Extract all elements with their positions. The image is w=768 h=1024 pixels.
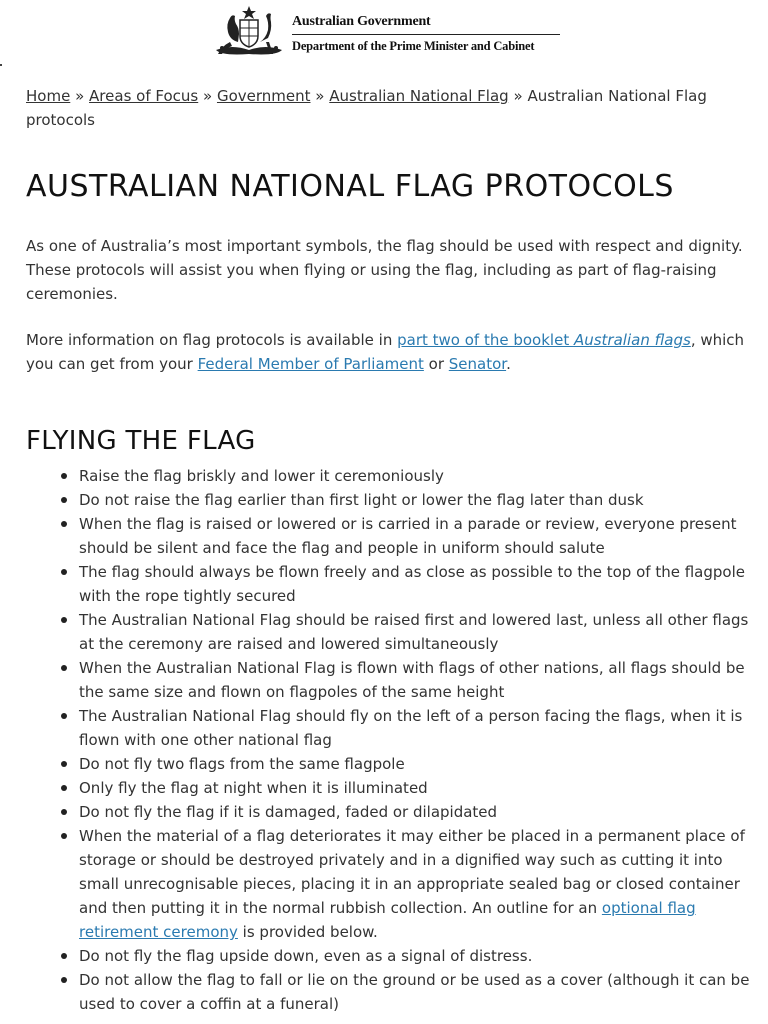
list-item: Do not fly the flag upside down, even as a signal of distress. <box>79 944 756 968</box>
government-name: Australian Government <box>292 14 560 35</box>
list-item: When the Australian National Flag is flown with flags of other nations, all flags should be the same size and flown on flagpoles of the same height <box>79 656 756 704</box>
breadcrumb-current: Australian National Flag protocols <box>26 87 707 129</box>
list-item: Do not allow the flag to fall or lie on the ground or be used as a cover (although it can be used to cover a coffin at a funeral) <box>79 968 756 1016</box>
booklet-link[interactable] <box>397 331 691 349</box>
list-item-text: is provided below. <box>237 923 378 941</box>
list-item: The flag should always be flown freely and as close as possible to the top of the flagpole with the rope tightly secured <box>79 560 756 608</box>
breadcrumb-separator: » <box>513 87 523 105</box>
intro-paragraph: As one of Australia’s most important symbols, the flag should be used with respect and dignity. These protocols will assist you when flying or using the flag, including as part of flag-raising ceremonies. <box>26 237 743 303</box>
list-item: The Australian National Flag should be raised first and lowered last, unless all other flags at the ceremony are raised and lowered simultaneously <box>79 608 756 656</box>
breadcrumb-separator: » <box>75 87 85 105</box>
breadcrumb-separator: » <box>315 87 325 105</box>
booklet-link-text: part two of the booklet <box>397 331 574 349</box>
senator-link[interactable]: Senator <box>448 355 507 373</box>
federal-member-link[interactable]: Federal Member of Parliament <box>197 355 424 373</box>
breadcrumb <box>26 84 756 132</box>
list-item: Do not raise the flag earlier than first light or lower the flag later than dusk <box>79 488 756 512</box>
more-info-text: More information on flag protocols is available in <box>26 331 398 349</box>
coat-of-arms-icon[interactable] <box>212 4 286 58</box>
breadcrumb-separator: » <box>203 87 213 105</box>
retirement-ceremony-link[interactable]: optional flag retirement ceremony <box>79 899 696 941</box>
government-wordmark <box>292 14 560 54</box>
more-info-paragraph <box>26 328 756 376</box>
more-info-text: or <box>423 355 449 373</box>
list-item <box>79 824 756 944</box>
list-item: Only fly the flag at night when it is illuminated <box>79 776 756 800</box>
breadcrumb-government[interactable]: Government <box>216 87 311 105</box>
list-item: The Australian National Flag should fly on the left of a person facing the flags, when it is flown with one other national flag <box>79 704 756 752</box>
section-heading-flying-the-flag: FLYING THE FLAG <box>26 426 256 456</box>
list-item: When the flag is raised or lowered or is carried in a parade or review, everyone present should be silent and face the flag and people in uniform should salute <box>79 512 756 560</box>
department-name: Department of the Prime Minister and Cabinet <box>292 39 535 53</box>
more-info-text: , which you can get from your <box>26 331 745 373</box>
booklet-link-title: Australian flags <box>573 331 691 349</box>
list-item-text: When the material of a flag deteriorates it may either be placed in a permanent place of storage or should be destroyed privately and in a dignified way such as cutting it into small unrecognisable pieces, placing it in an appropriate sealed bag or closed container and then putting it in the normal rubbish collection. An outline for an <box>79 827 745 917</box>
more-info-text: . <box>506 355 511 373</box>
page-title: AUSTRALIAN NATIONAL FLAG PROTOCOLS <box>26 169 674 204</box>
flag-rules-list <box>26 464 756 1016</box>
breadcrumb-home[interactable]: Home <box>26 87 71 105</box>
list-item: Do not fly two flags from the same flagpole <box>79 752 756 776</box>
breadcrumb-areas-of-focus[interactable]: Areas of Focus <box>89 87 199 105</box>
site-header <box>212 4 572 58</box>
breadcrumb-australian-national-flag[interactable]: Australian National Flag <box>329 87 509 105</box>
list-item: Raise the flag briskly and lower it ceremoniously <box>79 464 756 488</box>
main-content <box>26 84 756 1016</box>
list-item: Do not fly the flag if it is damaged, faded or dilapidated <box>79 800 756 824</box>
edge-mark <box>0 64 2 66</box>
